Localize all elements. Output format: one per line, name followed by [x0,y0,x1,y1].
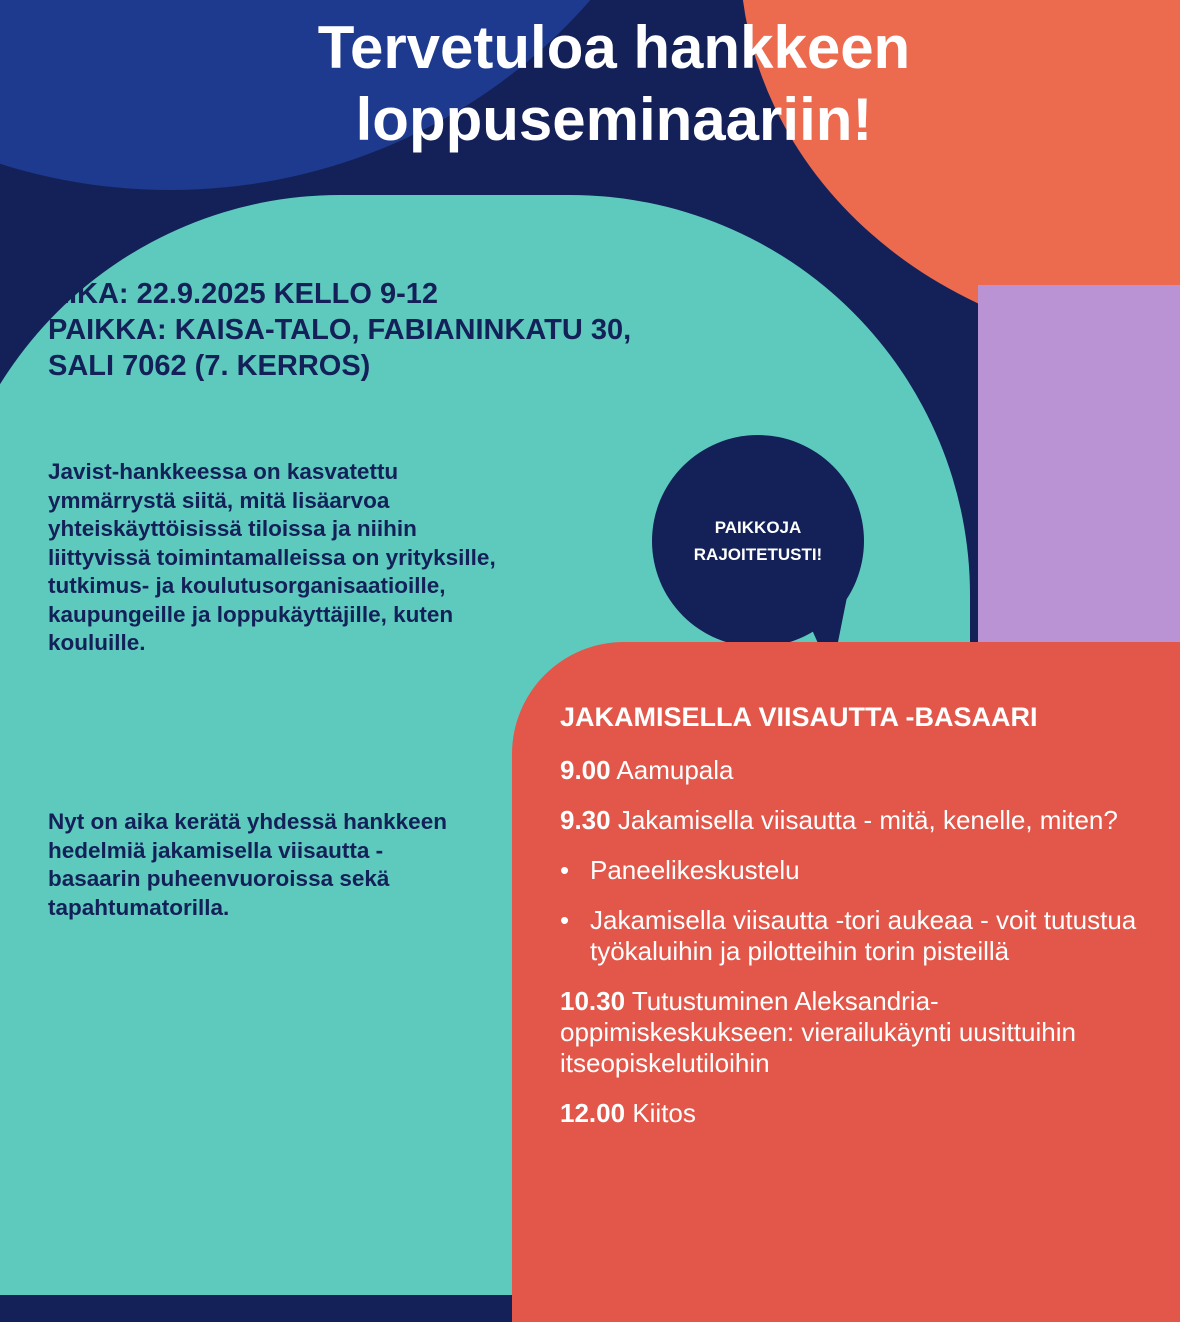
event-info [48,276,631,384]
title-line-1: Tervetuloa hankkeen [317,14,911,81]
program-heading: JAKAMISELLA VIISAUTTA -BASAARI [560,702,1038,732]
program-box [512,642,1180,1322]
page-title [0,12,1180,156]
program-item-time: 9.00 [560,755,611,785]
program-item-time: 12.00 [560,1098,626,1128]
badge-line-2: RAJOITETUSTI! [693,545,823,564]
program-item [560,805,1160,836]
description-paragraph-1: Javist-hankkeessa on kasvatettu ymmärrystä siitä, mitä lisäarvoa yhteiskäyttöisissä tiloissa ja niihin liittyvissä toimintamalleissa on yrityksille, tutkimus- ja koulutusorganisaatioille, kaupungeille ja loppukäyttäjille, kuten kouluille. [48,459,496,655]
program-item-text: Kiitos [632,1098,696,1128]
title-line-2: loppuseminaariin! [355,86,873,153]
program-item [560,986,1160,1079]
program-item [560,755,1160,786]
event-place-line-1: PAIKKA: KAISA-TALO, FABIANINKATU 30, [48,314,632,346]
program-content [560,702,1160,1148]
program-item [560,1098,1160,1129]
program-item-text: Jakamisella viisautta - mitä, kenelle, miten? [617,805,1118,835]
event-time: AIKA: 22.9.2025 KELLO 9-12 [48,278,439,310]
program-bullet: • Jakamisella viisautta -tori aukeaa - voit tutustua työkaluihin ja pilotteihin torin pisteillä [560,905,1160,967]
program-item-text: Tutustuminen Aleksandria-oppimiskeskukseen: vierailukäynti uusittuihin itseopiskelutiloihin [560,986,1076,1078]
background-purple-block [978,285,1180,645]
program-item-time: 10.30 [560,986,626,1016]
program-bullet: • Paneelikeskustelu [560,855,1160,886]
program-item-time: 9.30 [560,805,611,835]
description-paragraph-2: Nyt on aika kerätä yhdessä hankkeen hedelmiä jakamisella viisautta -basaarin puheenvuoroissa sekä tapahtumatorilla. [48,809,447,920]
badge-line-1: PAIKKOJA [714,518,802,537]
event-place-line-2: SALI 7062 (7. KERROS) [48,350,371,382]
program-item-text: Aamupala [616,755,734,785]
limited-seats-badge [652,435,864,647]
